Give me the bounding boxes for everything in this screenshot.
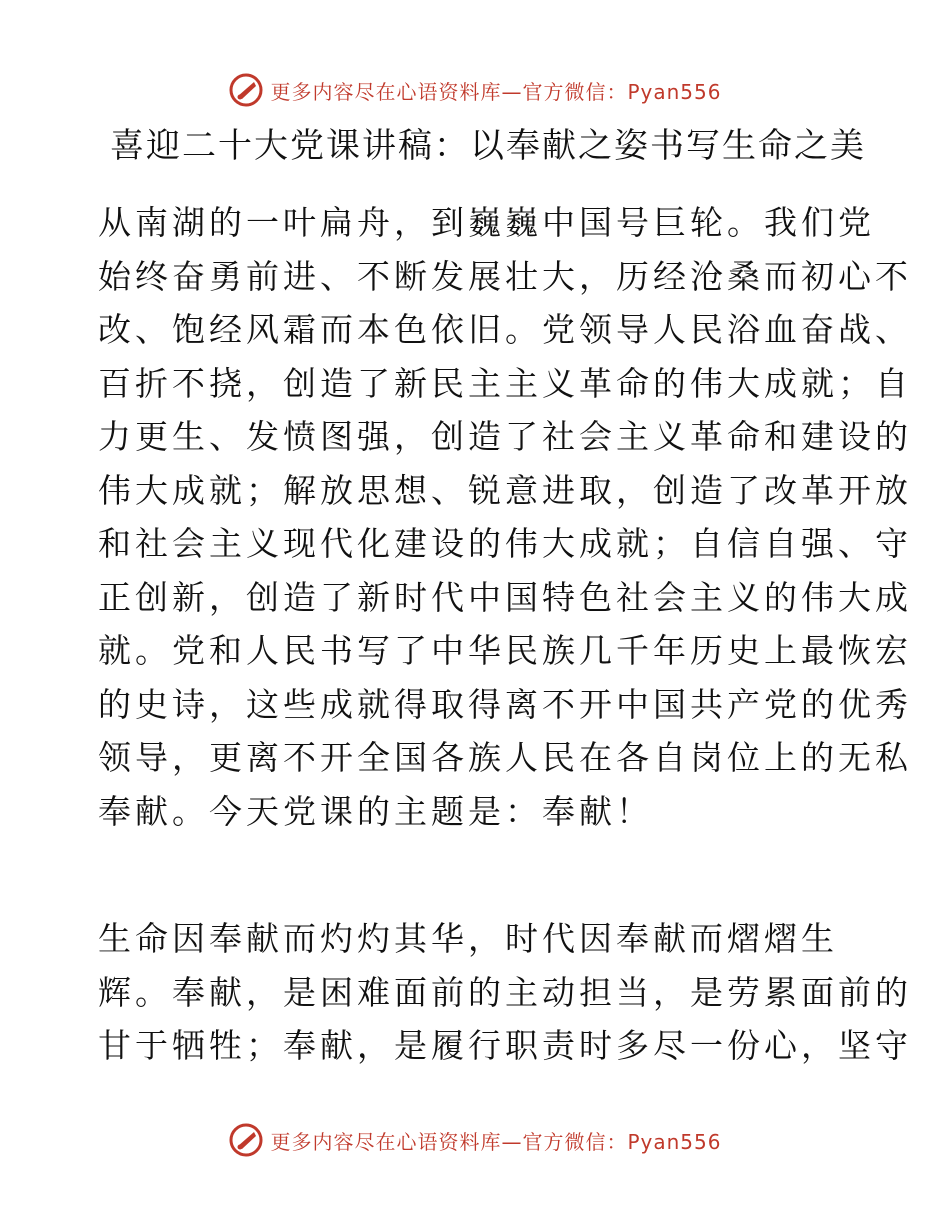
logo-icon (228, 1122, 264, 1158)
text-line: 生命因奉献而灼灼其华，时代因奉献而熠熠生 (98, 919, 838, 958)
footer-banner (0, 1120, 950, 1160)
text-line: 就。党和人民书写了中华民族几千年历史上最恢宏 (98, 631, 912, 670)
text-line: 改、饱经风霜而本色依旧。党领导人民浴血奋战、 (98, 310, 912, 349)
paragraph-1 (98, 196, 912, 838)
text-line: 甘于牺牲；奉献，是履行职责时多尽一份心，坚守 (98, 1026, 912, 1065)
text-line: 辉。奉献，是困难面前的主动担当，是劳累面前的 (98, 972, 912, 1012)
text-line: 从南湖的一叶扁舟，到巍巍中国号巨轮。我们党 (98, 203, 875, 242)
text-line: 力更生、发愤图强，创造了社会主义革命和建设的 (98, 417, 912, 456)
text-line: 始终奋勇前进、不断发展壮大，历经沧桑而初心不 (98, 256, 912, 296)
document-title: 喜迎二十大党课讲稿：以奉献之姿书写生命之美 (110, 126, 866, 166)
text-line: 和社会主义现代化建设的伟大成就；自信自强、守 (98, 524, 912, 563)
paragraph-2 (98, 912, 912, 1073)
text-line: 百折不挠，创造了新民主主义革命的伟大成就；自 (98, 363, 912, 403)
text-line: 领导，更离不开全国各族人民在各自岗位上的无私 (98, 738, 912, 777)
text-line: 伟大成就；解放思想、锐意进取，创造了改革开放 (98, 470, 912, 510)
header-banner (0, 70, 950, 110)
banner-text: 更多内容尽在心语资料库—官方微信：Pyan556 (270, 1129, 722, 1154)
logo-icon (228, 72, 264, 108)
banner-text: 更多内容尽在心语资料库—官方微信：Pyan556 (270, 79, 722, 104)
text-line: 正创新，创造了新时代中国特色社会主义的伟大成 (98, 577, 912, 617)
text-line: 的史诗，这些成就得取得离不开中国共产党的优秀 (98, 684, 912, 724)
text-line: 奉献。今天党课的主题是：奉献！ (98, 791, 653, 831)
